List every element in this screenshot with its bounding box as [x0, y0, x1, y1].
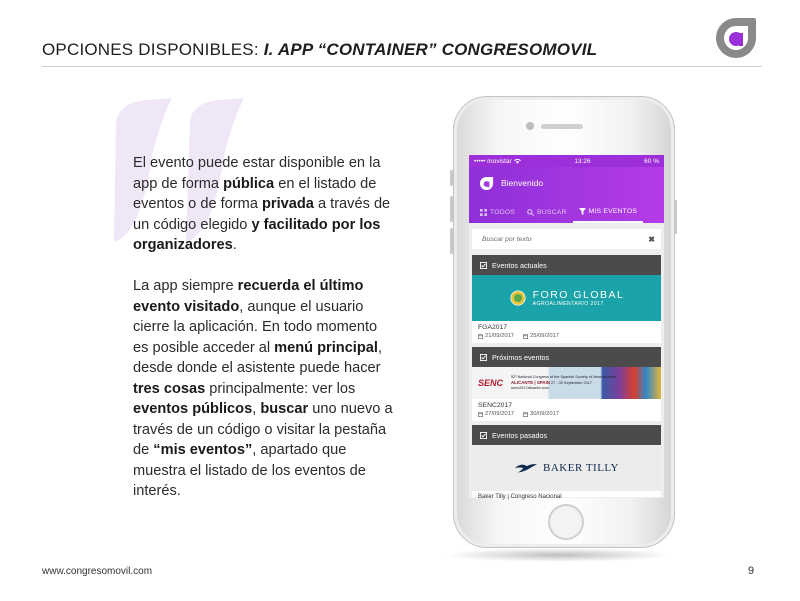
tab-mis-eventos-label: MIS EVENTOS — [588, 207, 638, 215]
p2-run-10: uno nuevo a través de un código o visitar la pestaña de — [133, 401, 393, 458]
phone-home-button[interactable] — [548, 504, 584, 540]
p1-run-6: . — [232, 237, 237, 253]
slide-title-light: OPCIONES DISPONIBLES: — [42, 40, 264, 59]
globe-emblem-icon — [509, 289, 527, 307]
banner-date: 27 - 30 September 2017 — [551, 381, 592, 385]
calendar-icon — [478, 334, 483, 339]
tab-todos[interactable] — [474, 201, 521, 223]
p1-run-5: y facilitado por los organizadores — [133, 216, 381, 253]
body-text — [133, 153, 395, 502]
footer-url[interactable]: www.congresomovil.com — [42, 566, 153, 577]
slide-title — [42, 40, 597, 60]
slide-title-strong: I. APP “CONTAINER” CONGRESOMOVIL — [263, 40, 598, 59]
p2-run-2: , aunque el usuario cierre la aplicación. En todo momento es posible acceder al — [133, 298, 378, 356]
search-placeholder: Buscar por texto — [482, 235, 532, 243]
p2-run-12: , apartado que muestra el listado de los eventos de interés. — [133, 442, 366, 499]
congresomovil-logo-icon — [714, 16, 758, 60]
app-header — [469, 167, 664, 223]
carrier-label: ••••• movistar — [474, 157, 512, 165]
event-card-fga2017[interactable] — [472, 275, 661, 343]
p1-run-1: pública — [223, 175, 275, 192]
paragraph-last-event — [133, 276, 395, 502]
calendar-icon — [478, 412, 483, 417]
section-past-label: Eventos pasados — [492, 430, 548, 440]
event-name: FGA2017 — [478, 324, 508, 331]
section-upcoming-label: Próximos eventos — [492, 352, 550, 362]
check-square-icon — [480, 432, 487, 439]
check-square-icon — [480, 354, 487, 361]
banner-city: ALICANTE | SPAIN — [511, 380, 550, 385]
check-square-icon — [480, 262, 487, 269]
section-upcoming-events — [472, 347, 661, 367]
page-number: 9 — [748, 565, 755, 577]
phone-camera — [526, 122, 534, 130]
event-banner-fga2017 — [472, 275, 661, 321]
banner-title: FORO GLOBAL — [532, 288, 625, 301]
banner-title: BAKER TILLY — [543, 462, 619, 474]
battery-label: 60 % — [644, 157, 659, 165]
p2-run-7: eventos públicos — [133, 401, 253, 417]
clear-icon[interactable]: ✖ — [648, 234, 655, 244]
event-end-date: 30/09/2017 — [530, 411, 560, 417]
p1-run-2: en el listado de eventos o de forma — [133, 175, 377, 212]
event-card-senc2017[interactable] — [472, 367, 661, 421]
event-card-baker-tilly[interactable] — [472, 445, 661, 500]
senc-logo: SENC — [478, 378, 504, 388]
phone-speaker — [541, 124, 583, 129]
p2-run-4: , desde donde el asistente puede hacer — [133, 339, 383, 376]
p2-run-0: La app siempre — [133, 278, 238, 294]
calendar-icon — [523, 334, 528, 339]
phone-shadow — [444, 548, 674, 562]
p2-run-5: tres cosas — [133, 380, 206, 397]
event-banner-senc2017 — [472, 367, 661, 399]
filter-icon — [579, 208, 586, 215]
status-bar — [469, 155, 664, 167]
p2-run-6: principalmente: ver los — [205, 380, 356, 397]
grid-icon — [480, 209, 487, 216]
event-end-date: 25/09/2017 — [530, 333, 560, 339]
tab-todos-label: TODOS — [490, 208, 516, 216]
bird-logo-icon — [514, 461, 538, 475]
tab-buscar[interactable] — [521, 201, 573, 223]
section-past-events — [472, 425, 661, 445]
event-name: Baker Tilly | Congreso Nacional — [478, 494, 562, 500]
phone-screen — [469, 155, 664, 498]
paragraph-public-private — [133, 153, 395, 256]
banner-web: senc2017alicante.com — [511, 386, 549, 390]
p2-run-9: buscar — [260, 401, 309, 417]
banner-congress: 52º National Congress of the Spanish Society of Neuroscience — [511, 375, 617, 379]
event-name: SENC2017 — [478, 402, 513, 409]
status-time: 13:26 — [574, 157, 591, 165]
p2-run-3: menú principal — [274, 339, 378, 356]
calendar-icon — [523, 412, 528, 417]
section-current-label: Eventos actuales — [492, 260, 547, 270]
app-tabs — [469, 201, 664, 223]
banner-subtitle: AGROALIMENTARIO 2017 — [532, 300, 604, 307]
section-current-events — [472, 255, 661, 275]
p1-run-4: a través de un código elegido — [133, 196, 391, 233]
tab-buscar-label: BUSCAR — [537, 208, 567, 216]
title-divider — [42, 66, 762, 67]
p2-run-1: recuerda el último evento visitado — [133, 278, 364, 315]
search-input[interactable] — [472, 229, 661, 249]
wifi-icon — [514, 158, 521, 164]
search-icon — [527, 209, 534, 216]
p2-run-11: “mis eventos” — [153, 442, 253, 458]
event-banner-baker-tilly — [472, 445, 661, 491]
p1-run-3: privada — [262, 196, 314, 212]
tab-mis-eventos[interactable] — [573, 201, 644, 223]
event-start-date: 21/09/2017 — [485, 333, 515, 339]
p1-run-0: El evento puede estar disponible en la app de forma — [133, 155, 381, 192]
p2-run-8: , — [252, 401, 261, 417]
app-logo-icon — [479, 176, 494, 191]
event-start-date: 27/09/2017 — [485, 411, 515, 417]
app-title: Bienvenido — [501, 178, 544, 188]
